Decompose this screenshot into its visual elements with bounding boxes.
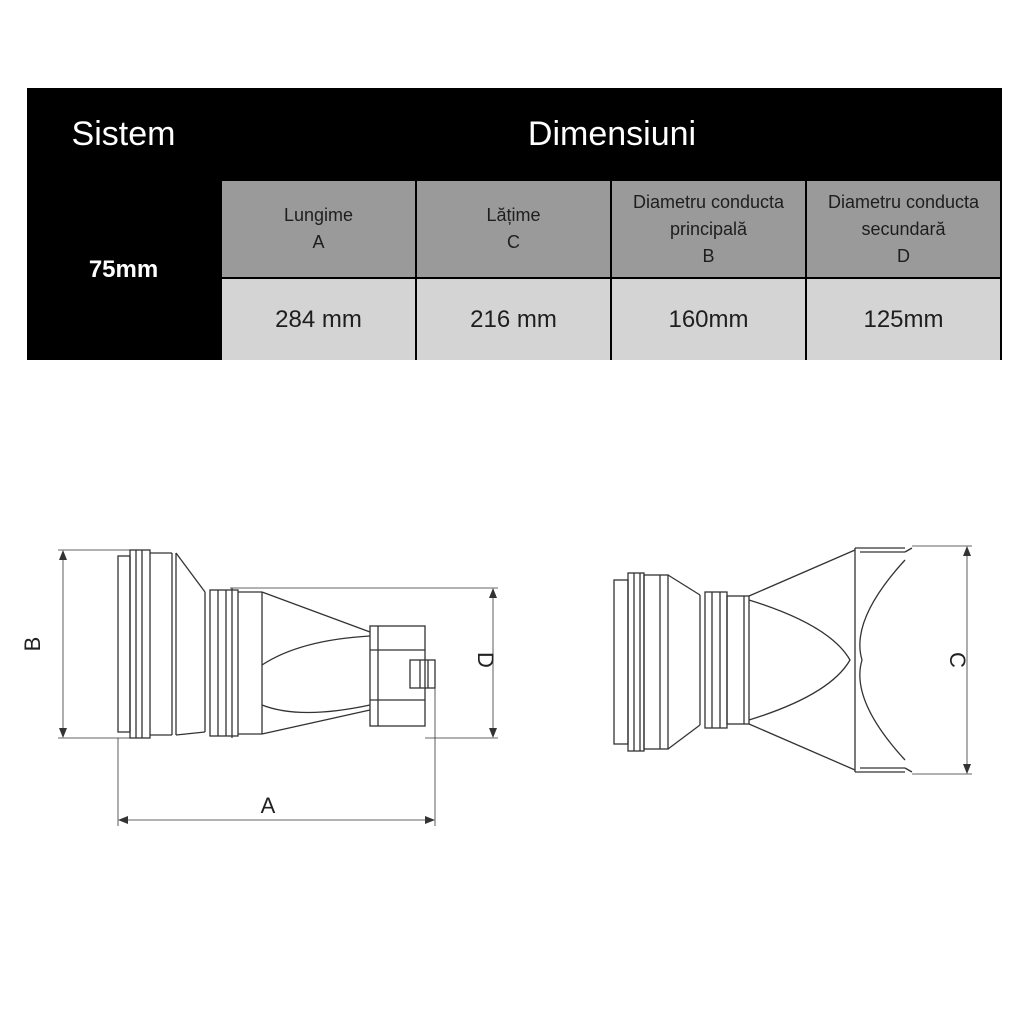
top-view [614, 546, 972, 774]
column-header-line: B [702, 245, 715, 266]
dimension-label-b: B [20, 636, 45, 652]
length-value: 284 mm [222, 279, 415, 360]
main-diameter-value: 160mm [612, 279, 805, 360]
secondary-diameter-value: 125mm [807, 279, 1000, 360]
column-header-line: A [312, 232, 325, 252]
side-view [58, 550, 498, 826]
dimension-label-a: A [260, 793, 276, 818]
system-value: 75mm [27, 180, 220, 360]
dimensions-header: Dimensiuni [222, 88, 1002, 180]
column-header-line: Diametru conducta [632, 191, 785, 212]
column-header-line: Lățime [486, 205, 541, 225]
column-header-line: Lungime [283, 205, 354, 225]
column-header-line: C [507, 232, 520, 252]
dimension-label-c: C [945, 652, 970, 668]
width-value: 216 mm [417, 279, 610, 360]
column-header-line: D [897, 245, 910, 266]
dimension-label-d: D [473, 652, 498, 668]
column-header-line: principală [669, 218, 748, 239]
system-header: Sistem [27, 88, 220, 180]
column-header-line: Diametru conducta [827, 191, 980, 212]
column-header-line: secundară [861, 218, 946, 239]
